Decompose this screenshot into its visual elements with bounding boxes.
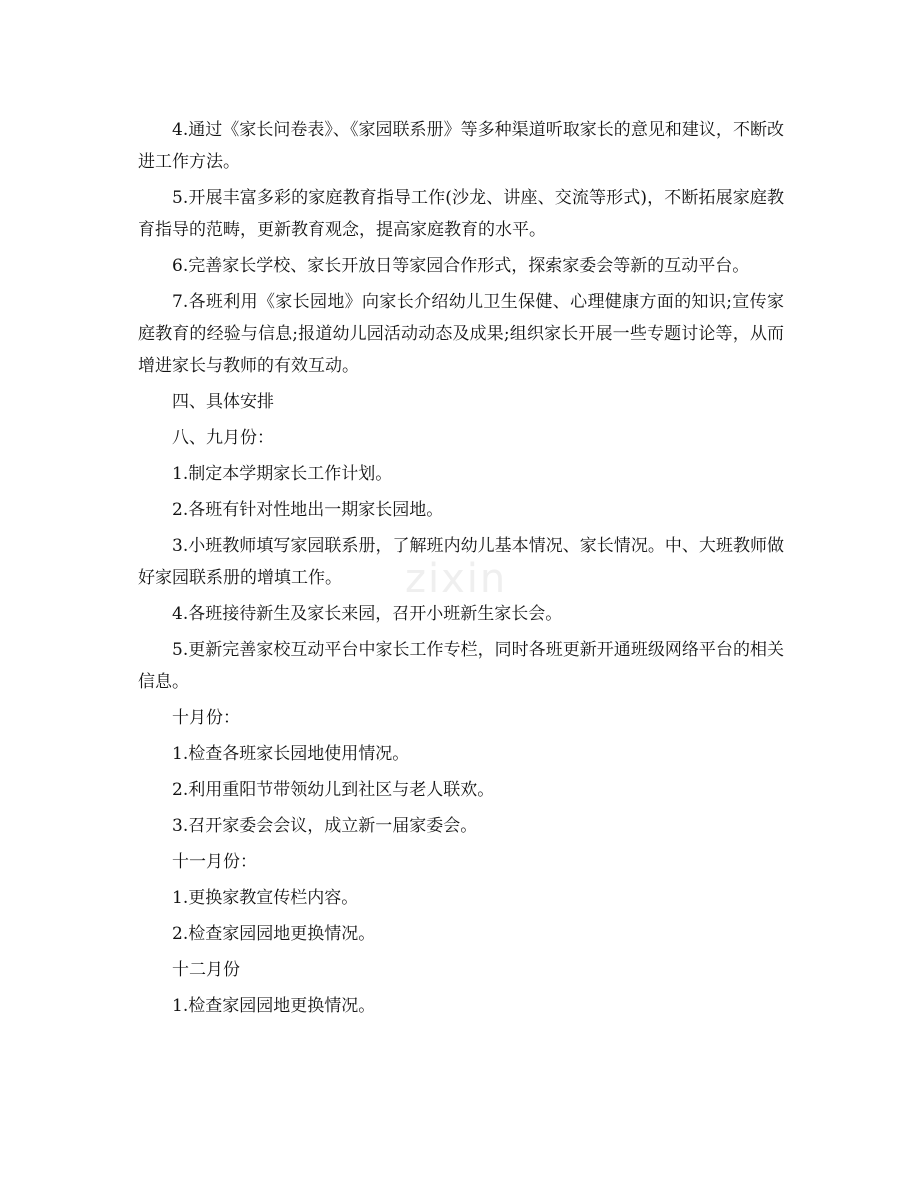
list-item: 4.各班接待新生及家长来园，召开小班新生家长会。 xyxy=(172,604,563,624)
list-item: 1.制定本学期家长工作计划。 xyxy=(172,464,393,484)
list-item: 3.小班教师填写家园联系册，了解班内幼儿基本情况、家长情况。中、大班教师做好家园联系册的增填工作。 xyxy=(138,536,784,588)
list-item: 2.检查家园园地更换情况。 xyxy=(172,924,376,944)
month-heading-dec: 十二月份 xyxy=(172,960,240,980)
watermark: zixin xyxy=(405,556,508,602)
section-heading-arrangement: 四、具体安排 xyxy=(172,392,274,412)
month-heading-oct: 十月份： xyxy=(172,708,240,728)
month-heading-aug-sep: 八、九月份： xyxy=(172,428,274,448)
month-heading-nov: 十一月份： xyxy=(172,852,257,872)
list-item: 1.更换家教宣传栏内容。 xyxy=(172,888,359,908)
list-item: 1.检查家园园地更换情况。 xyxy=(172,996,376,1016)
paragraph-3: 6.完善家长学校、家长开放日等家园合作形式，探索家委会等新的互动平台。 xyxy=(172,256,750,276)
list-item: 2.利用重阳节带领幼儿到社区与老人联欢。 xyxy=(172,780,495,800)
list-item: 2.各班有针对性地出一期家长园地。 xyxy=(172,500,444,520)
list-item: 1.检查各班家长园地使用情况。 xyxy=(172,744,410,764)
paragraph-4: 7.各班利用《家长园地》向家长介绍幼儿卫生保健、心理健康方面的知识;宣传家庭教育的经验与信息;报道幼儿园活动动态及成果;组织家长开展一些专题讨论等，从而增进家长与教师的有效互动。 xyxy=(138,292,784,376)
list-item: 5.更新完善家校互动平台中家长工作专栏，同时各班更新开通班级网络平台的相关信息。 xyxy=(138,640,784,692)
paragraph-1: 4.通过《家长问卷表》、《家园联系册》等多种渠道听取家长的意见和建议，不断改进工作方法。 xyxy=(138,120,784,172)
list-item: 3.召开家委会会议，成立新一届家委会。 xyxy=(172,816,478,836)
document-body xyxy=(138,114,784,1026)
paragraph-2: 5.开展丰富多彩的家庭教育指导工作(沙龙、讲座、交流等形式)，不断拓展家庭教育指导的范畴，更新教育观念，提高家庭教育的水平。 xyxy=(138,188,784,240)
